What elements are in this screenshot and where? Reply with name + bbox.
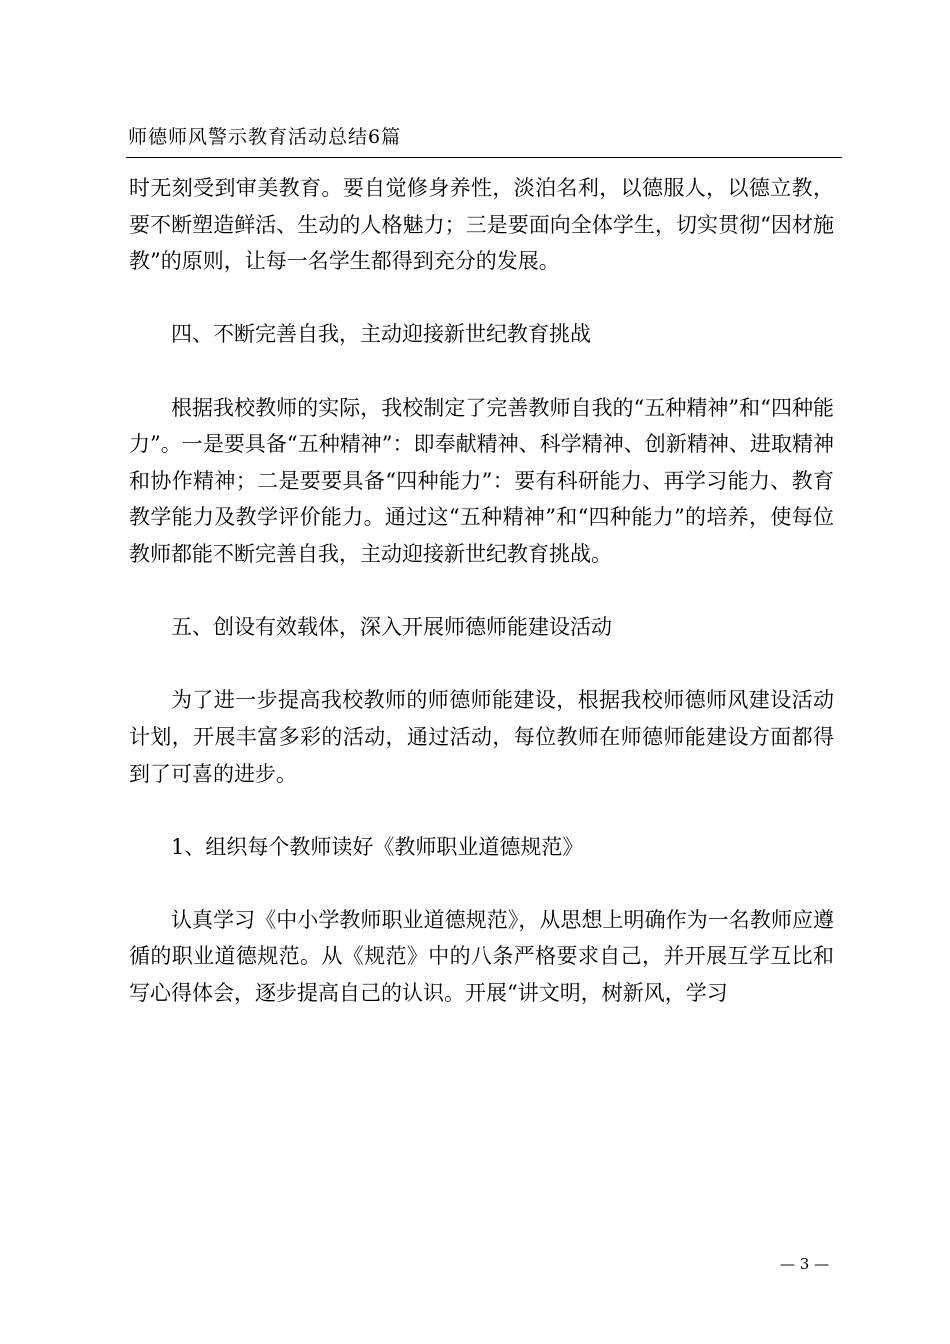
paragraph-five-spirits: 根据我校教师的实际，我校制定了完善教师自我的“五种精神”和“四种能力”。一是要具备“五种精神”：即奉献精神、科学精神、创新精神、进取精神和协作精神；二是要要具备“四种能力”：要有科研能力、再学习能力、教育教学能力及教学评价能力。通过这“五种精神”和“四种能力”的培养，使每位教师都能不断完善自我，主动迎接新世纪教育挑战。 [129, 395, 834, 566]
paragraph-activities: 为了进一步提高我校教师的师德师能建设，根据我校师德师风建设活动计划，开展丰富多彩的活动，通过活动，每位教师在师德师能建设方面都得到了可喜的进步。 [129, 688, 834, 786]
page-number: — 3 — [780, 1255, 830, 1273]
header-rule [126, 157, 842, 158]
running-header: 师德师风警示教育活动总结6篇 [128, 126, 402, 148]
document-body [129, 170, 834, 1048]
section-heading-4: 四、不断完善自我，主动迎接新世纪教育挑战 [171, 322, 591, 347]
paragraph-continued: 时无刻受到审美教育。要自觉修身养性，淡泊名利，以德服人，以德立教，要不断塑造鲜活、生动的人格魅力；三是要面向全体学生，切实贯彻“因材施教”的原则，让每一名学生都得到充分的发展。 [129, 176, 834, 274]
paragraph-study-norms: 认真学习《中小学教师职业道德规范》，从思想上明确作为一名教师应遵循的职业道德规范。从《规范》中的八条严格要求自己，并开展互学互比和写心得体会，逐步提高自己的认识。开展“讲文明，树新风，学习 [129, 907, 834, 1006]
subheading-1: 1、组织每个教师读好《教师职业道德规范》 [171, 834, 584, 859]
section-heading-5: 五、创设有效载体，深入开展师德师能建设活动 [171, 615, 612, 640]
